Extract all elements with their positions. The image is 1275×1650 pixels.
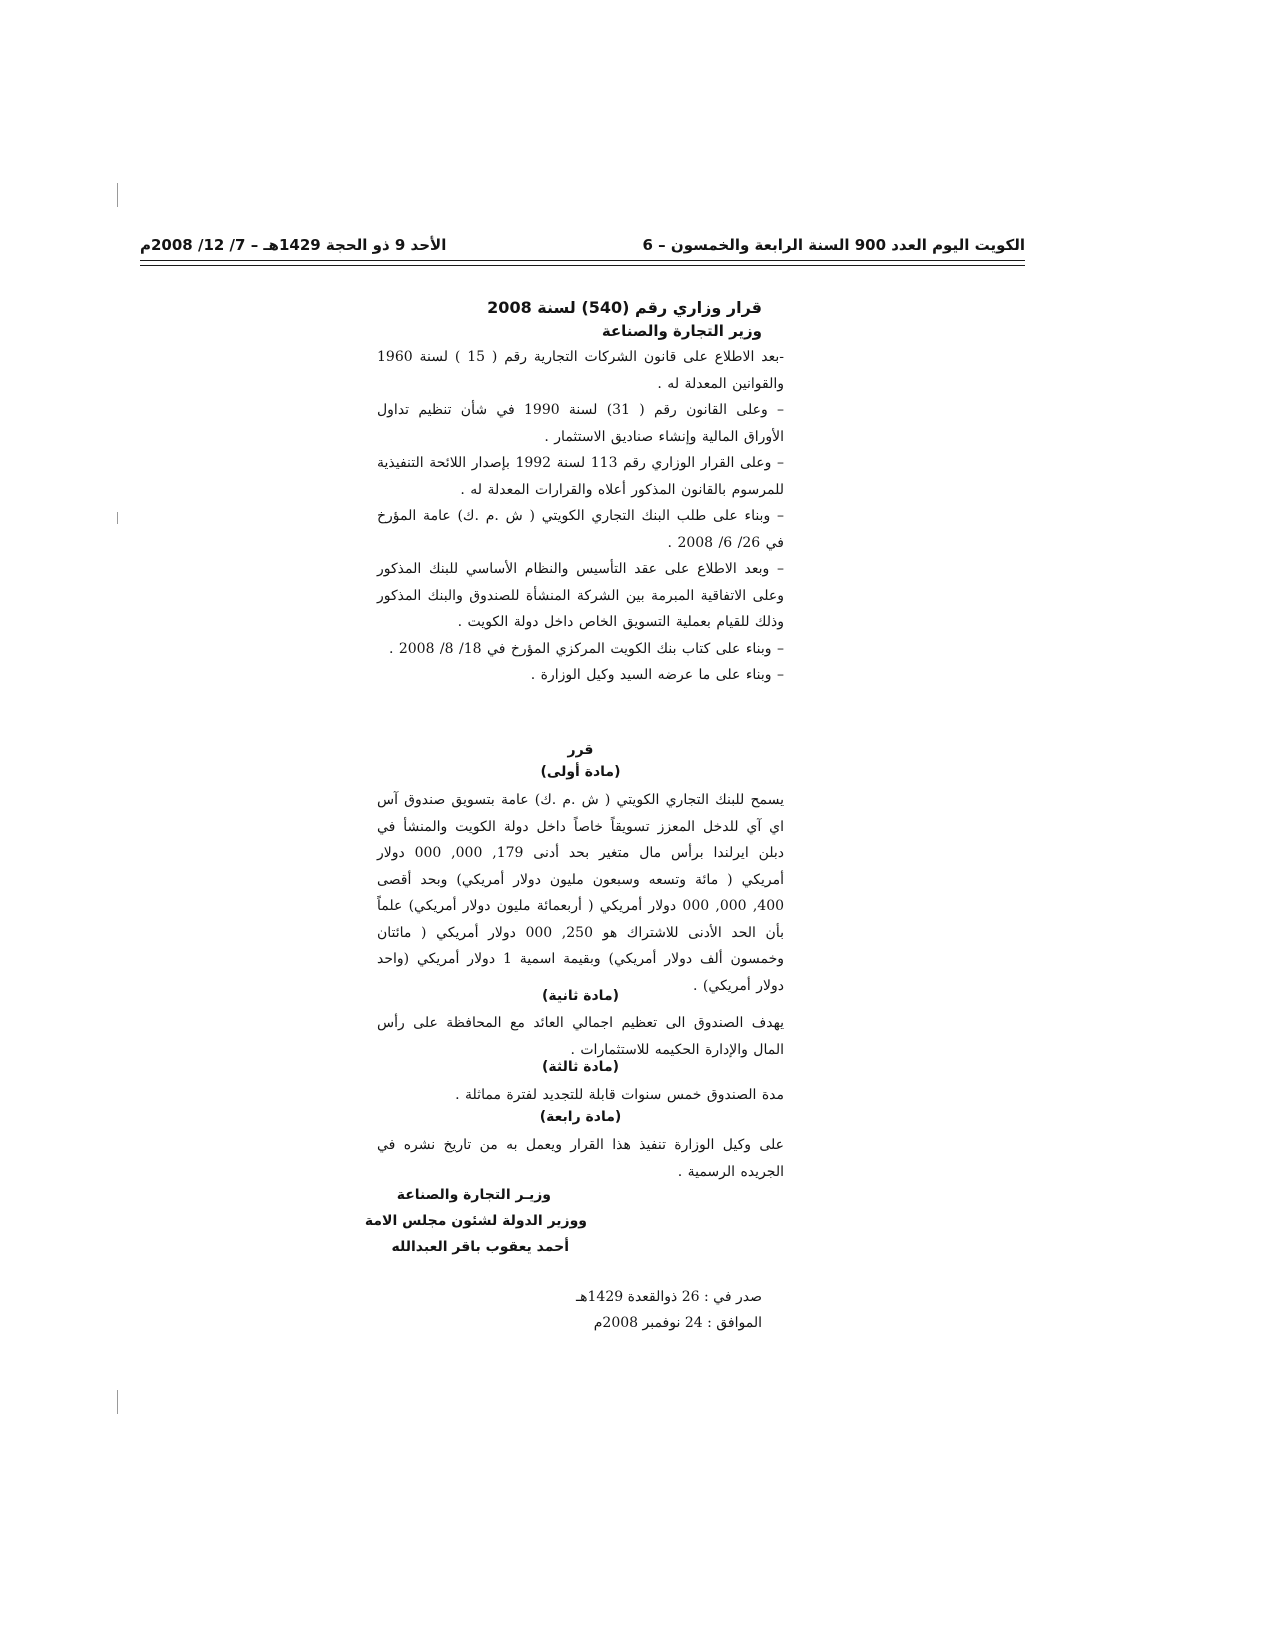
- signature-title-2: ووزير الدولة لشئون مجلس الامة: [364, 1213, 587, 1229]
- article-text: [377, 1132, 784, 1185]
- header-rule-top: [140, 260, 1025, 261]
- article-heading: (مادة رابعة): [539, 1109, 622, 1125]
- article-paragraph: على وكيل الوزارة تنفيذ هذا القرار ويعمل به من تاريخ نشره في الجريده الرسمية .: [377, 1137, 784, 1180]
- preamble-clause: – وعلى القانون رقم ( 31) لسنة 1990 في شأن تنظيم تداول الأوراق المالية وإنشاء صناديق الاستثمار .: [377, 402, 784, 445]
- article-heading: (مادة ثانية): [541, 988, 620, 1004]
- article-paragraph: مدة الصندوق خمس سنوات قابلة للتجديد لفترة مماثلة .: [455, 1087, 784, 1103]
- signature-title: وزيـر التجارة والصناعة: [396, 1187, 551, 1203]
- article-text: [377, 787, 784, 999]
- signature-name: أحمد يعقوب باقر العبدالله: [391, 1239, 569, 1255]
- article-paragraph: يسمح للبنك التجاري الكويتي ( ش .م .ك) عامة بتسويق صندوق آس اي آي للدخل المعزز تسويقاً خاصاً داخل دولة الكويت والمنشأ في دبلن ايرلندا برأس مال متغير بحد أدنى 179, 000, 000 دولار أمريكي ( مائة وتسعه وسبعون مليون دولار أمريكي) وبحد أقصى 400, 000, 000 دولار أمريكي ( أربعمائة مليون دولار أمريكي) علماً بأن الحد الأدنى للاشتراك هو 250, 000 دولار أمريكي ( مائتان وخمسون ألف دولار أمريكي) وبقيمة اسمية 1 دولار أمريكي (واحد دولار أمريكي) .: [377, 792, 785, 994]
- scan-mark: [117, 1390, 118, 1414]
- scan-mark: [117, 183, 118, 207]
- article-text: [377, 1010, 784, 1063]
- header-date: الأحد 9 ذو الحجة 1429هـ – 7/ 12/ 2008م: [140, 236, 447, 254]
- preamble-clause: – وبعد الاطلاع على عقد التأسيس والنظام الأساسي للبنك المذكور وعلى الاتفاقية المبرمة بين الشركة المنشأة للصندوق والبنك المذكور وذلك للقيام بعملية التسويق الخاص داخل دولة الكويت .: [377, 561, 784, 630]
- decision-title: قرار وزاري رقم (540) لسنة 2008: [487, 298, 762, 317]
- article-heading: (مادة ثالثة): [541, 1059, 620, 1075]
- preamble-clause: – وبناء على كتاب بنك الكويت المركزي المؤرخ في 18/ 8/ 2008 .: [388, 640, 784, 657]
- preamble-clause: – وعلى القرار الوزاري رقم 113 لسنة 1992 بإصدار اللائحة التنفيذية للمرسوم بالقانون المذكور أعلاه والقرارات المعدلة له .: [377, 455, 784, 498]
- decided-heading: قرر: [567, 742, 594, 758]
- preamble-clause: -بعد الاطلاع على قانون الشركات التجارية رقم ( 15 ) لسنة 1960 والقوانين المعدلة له .: [377, 349, 784, 392]
- article-heading: (مادة أولى): [540, 764, 621, 780]
- scan-mark: [117, 512, 118, 524]
- preamble-clause: – وبناء على طلب البنك التجاري الكويتي ( ش .م .ك) عامة المؤرخ في 26/ 6/ 2008 .: [377, 508, 784, 551]
- issued-gregorian-date: الموافق : 24 نوفمبر 2008م: [593, 1315, 762, 1331]
- article-text: [377, 1082, 784, 1109]
- decision-issuer: وزير التجارة والصناعة: [601, 322, 762, 340]
- preamble-clause: – وبناء على ما عرضه السيد وكيل الوزارة .: [530, 667, 784, 683]
- preamble: [377, 344, 784, 689]
- article-paragraph: يهدف الصندوق الى تعظيم اجمالي العائد مع المحافظة على رأس المال والإدارة الحكيمه للاستثمارات .: [377, 1015, 784, 1058]
- header-rule-bottom: [140, 265, 1025, 266]
- page-header: [140, 230, 1025, 260]
- issued-hijri-date: صدر في : 26 ذوالقعدة 1429هـ: [576, 1289, 762, 1305]
- header-issue-info: الكويت اليوم العدد 900 السنة الرابعة والخمسون – 6: [642, 236, 1025, 254]
